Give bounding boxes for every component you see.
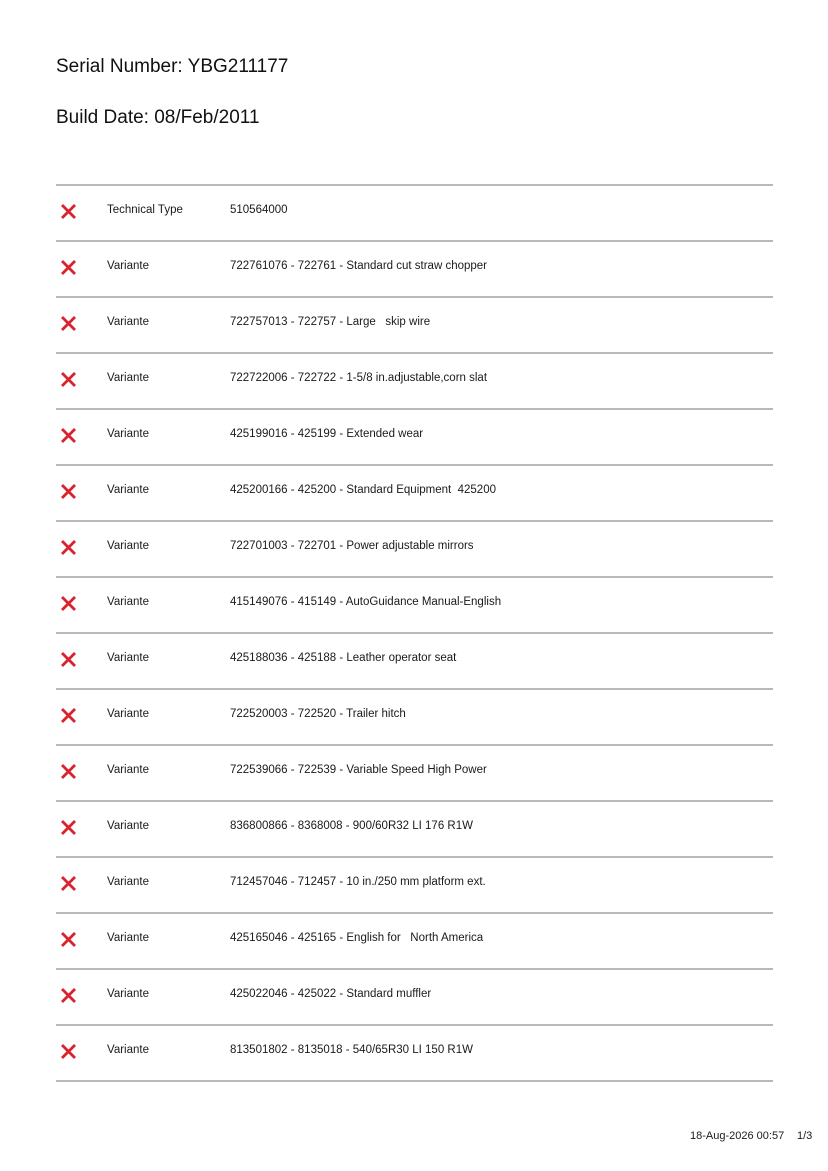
x-icon: [60, 483, 77, 500]
row-value: 425200166 - 425200 - Standard Equipment 425200: [230, 484, 496, 496]
row-value: 722520003 - 722520 - Trailer hitch: [230, 708, 406, 720]
row-value: 510564000: [230, 204, 288, 216]
row-label: Variante: [107, 540, 149, 552]
x-icon: [60, 875, 77, 892]
table-row: [56, 354, 773, 410]
table-row: [56, 1026, 773, 1082]
table-row: [56, 746, 773, 802]
row-label: Variante: [107, 708, 149, 720]
row-value: 425022046 - 425022 - Standard muffler: [230, 988, 432, 1000]
row-label: Variante: [107, 876, 149, 888]
row-value: 415149076 - 415149 - AutoGuidance Manual-English: [230, 596, 502, 608]
x-icon: [60, 259, 77, 276]
row-label: Variante: [107, 316, 149, 328]
options-table: [56, 184, 773, 1082]
row-label: Variante: [107, 484, 149, 496]
x-icon: [60, 707, 77, 724]
row-label: Variante: [107, 260, 149, 272]
row-label: Variante: [107, 988, 149, 1000]
table-row: [56, 858, 773, 914]
row-label: Variante: [107, 932, 149, 944]
serial-number: Serial Number: YBG211177: [56, 56, 289, 77]
table-row: [56, 802, 773, 858]
x-icon: [60, 595, 77, 612]
row-value: 836800866 - 8368008 - 900/60R32 LI 176 R1W: [230, 820, 473, 832]
table-row: [56, 970, 773, 1026]
row-label: Technical Type: [107, 204, 183, 216]
x-icon: [60, 1043, 77, 1060]
row-label: Variante: [107, 372, 149, 384]
table-row: [56, 298, 773, 354]
x-icon: [60, 539, 77, 556]
x-icon: [60, 763, 77, 780]
table-row: [56, 690, 773, 746]
row-value: 425165046 - 425165 - English for North America: [230, 932, 484, 944]
x-icon: [60, 987, 77, 1004]
row-label: Variante: [107, 1044, 149, 1056]
table-row: [56, 410, 773, 466]
x-icon: [60, 819, 77, 836]
row-label: Variante: [107, 596, 149, 608]
row-value: 722701003 - 722701 - Power adjustable mirrors: [230, 540, 474, 552]
x-icon: [60, 651, 77, 668]
x-icon: [60, 427, 77, 444]
table-row: [56, 914, 773, 970]
row-value: 722761076 - 722761 - Standard cut straw chopper: [230, 260, 488, 272]
table-row: [56, 578, 773, 634]
row-value: 712457046 - 712457 - 10 in./250 mm platform ext.: [230, 876, 486, 888]
table-row: [56, 522, 773, 578]
row-value: 425188036 - 425188 - Leather operator seat: [230, 652, 457, 664]
x-icon: [60, 931, 77, 948]
build-date: Build Date: 08/Feb/2011: [56, 107, 260, 128]
page-number: 1/3: [797, 1130, 813, 1142]
row-label: Variante: [107, 820, 149, 832]
row-label: Variante: [107, 764, 149, 776]
row-value: 813501802 - 8135018 - 540/65R30 LI 150 R1W: [230, 1044, 473, 1056]
x-icon: [60, 315, 77, 332]
x-icon: [60, 371, 77, 388]
row-label: Variante: [107, 428, 149, 440]
footer-timestamp: 18-Aug-2026 00:57: [690, 1130, 785, 1142]
row-value: 722722006 - 722722 - 1-5/8 in.adjustable,corn slat: [230, 372, 488, 384]
row-value: 722757013 - 722757 - Large skip wire: [230, 316, 431, 328]
row-label: Variante: [107, 652, 149, 664]
x-icon: [60, 203, 77, 220]
table-row: [56, 466, 773, 522]
row-value: 425199016 - 425199 - Extended wear: [230, 428, 424, 440]
row-value: 722539066 - 722539 - Variable Speed High Power: [230, 764, 487, 776]
table-row: [56, 634, 773, 690]
table-row: [56, 186, 773, 242]
table-row: [56, 242, 773, 298]
